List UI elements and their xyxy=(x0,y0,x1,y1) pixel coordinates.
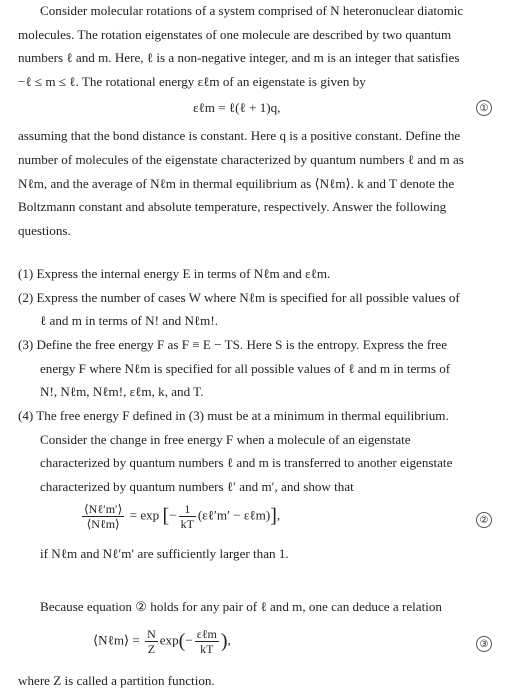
equation-2-exp: = exp xyxy=(129,507,160,523)
equation-2-inner-numerator: 1 xyxy=(179,502,196,517)
question-3-line-3: N!, Nℓm, Nℓm!, εℓm, k, and T. xyxy=(40,384,204,399)
equation-2-number: ② xyxy=(476,512,492,528)
intro-line-2: molecules. The rotation eigenstates of one molecule are described by two quantum xyxy=(18,27,452,42)
intro-line-3: numbers ℓ and m. Here, ℓ is a non-negative integer, and m is an integer that satisfies xyxy=(18,50,460,65)
equation-3-exp: exp xyxy=(159,632,179,648)
question-3-line-1: (3) Define the free energy F as F ≡ E − TS. Here S is the entropy. Express the free xyxy=(18,337,448,352)
question-4-line-3: characterized by quantum numbers ℓ and m is transferred to another eigenstate xyxy=(40,455,453,470)
question-2-line-2: ℓ and m in terms of N! and Nℓm!. xyxy=(40,313,218,328)
after-eq1-line-1: assuming that the bond distance is constant. Here q is a positive constant. Define the xyxy=(18,128,461,143)
equation-3-inner-numerator: εℓm xyxy=(196,627,217,641)
equation-2-numerator: ⟨Nℓ′m′⟩ xyxy=(84,502,123,516)
relation-line: Because equation ② holds for any pair of ℓ and m, one can deduce a relation xyxy=(40,599,442,614)
equation-2-right-bracket: ] xyxy=(270,505,277,527)
equation-3-lhs: ⟨Nℓm⟩ = xyxy=(93,632,140,648)
equation-3-denominator: Z xyxy=(147,642,156,656)
equation-3-left-paren: ( xyxy=(178,630,186,652)
after-eq1-line-5: questions. xyxy=(18,223,71,238)
equation-3-inner-fraction xyxy=(195,627,219,656)
after-eq1-line-4: Boltzmann constant and absolute temperature, respectively. Answer the following xyxy=(18,199,447,214)
equation-3: ⟨Nℓm⟩ = $\frac{N}{Z}$ exp(− $\frac{\text{εℓm}}{kT}$ ), xyxy=(93,627,231,656)
equation-2-denominator: ⟨Nℓm⟩ xyxy=(86,517,120,531)
equation-2: $\frac{\text{⟨Nℓ′m′⟩}}{\text{⟨Nℓm⟩}}$ = exp [− $\frac{1}{kT}$ (εℓ′m′ − εℓm)], xyxy=(84,502,281,531)
after-eq1-line-2: number of molecules of the eigenstate characterized by quantum numbers ℓ and m as xyxy=(18,152,464,167)
question-1: (1) Express the internal energy E in terms of Nℓm and εℓm. xyxy=(18,266,331,281)
equation-2-inner-fraction xyxy=(179,502,196,531)
equation-1-number: ① xyxy=(476,100,492,116)
equation-2-inner-denominator: kT xyxy=(180,517,194,531)
after-equation-2: if Nℓm and Nℓ′m′ are sufficiently larger than 1. xyxy=(40,546,289,561)
final-line: where Z is called a partition function. xyxy=(18,673,215,688)
question-4-line-4: characterized by quantum numbers ℓ′ and m′, and show that xyxy=(40,479,354,494)
equation-1: εℓm = ℓ(ℓ + 1)q, xyxy=(193,100,281,115)
equation-3-numerator: N xyxy=(147,627,156,641)
question-4-line-1: (4) The free energy F defined in (3) must be at a minimum in thermal equilibrium. xyxy=(18,408,449,423)
question-3-line-2: energy F where Nℓm is specified for all possible values of ℓ and m in terms of xyxy=(40,361,451,376)
intro-line-1: Consider molecular rotations of a system comprised of N heteronuclear diatomic xyxy=(40,3,464,18)
equation-3-inner-denominator: kT xyxy=(200,642,214,656)
equation-2-inner-rest: (εℓ′m′ − εℓm) xyxy=(197,507,271,523)
intro-line-4: −ℓ ≤ m ≤ ℓ. The rotational energy εℓm of an eigenstate is given by xyxy=(18,74,366,89)
after-eq1-line-3: Nℓm, and the average of Nℓm in thermal equilibrium as ⟨Nℓm⟩. k and T denote the xyxy=(18,176,455,191)
equation-2-left-bracket: [ xyxy=(162,505,170,527)
equation-3-right-paren: ) xyxy=(220,630,228,652)
equation-2-fraction xyxy=(82,502,124,531)
question-4-line-2: Consider the change in free energy F when a molecule of an eigenstate xyxy=(40,432,411,447)
equation-3-number: ③ xyxy=(476,636,492,652)
question-2-line-1: (2) Express the number of cases W where Nℓm is specified for all possible values of xyxy=(18,290,460,305)
equation-3-fraction xyxy=(145,627,158,656)
